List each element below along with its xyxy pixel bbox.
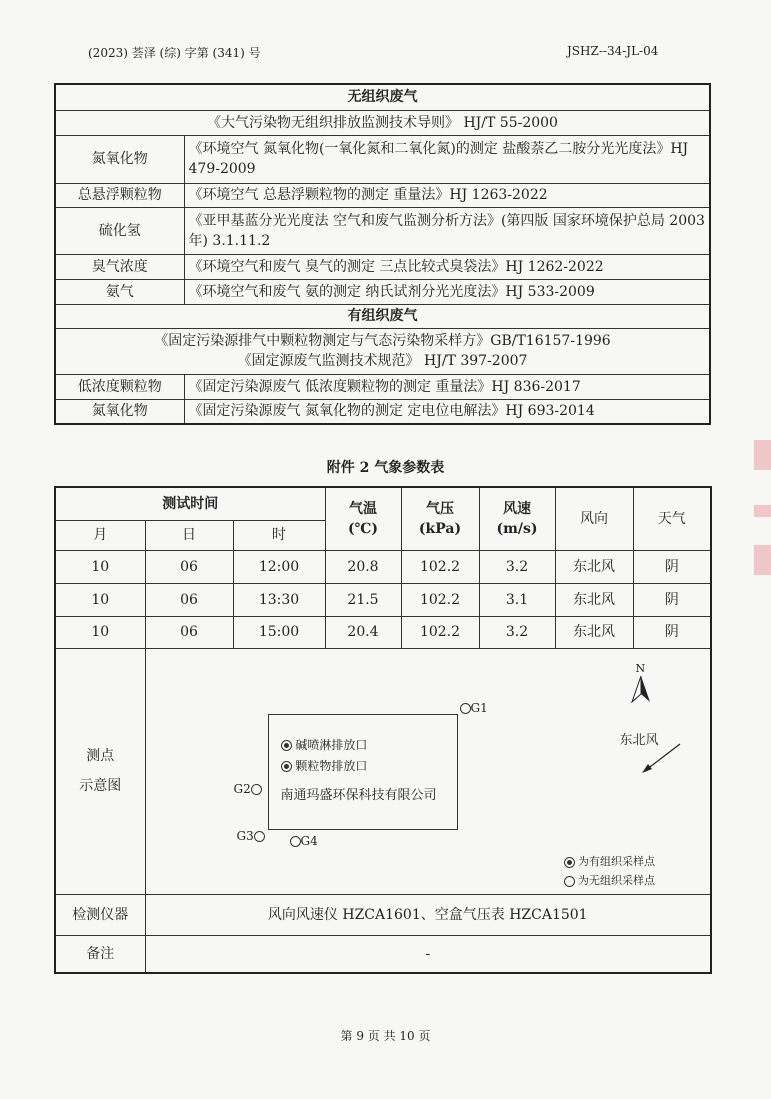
table-row-item: 氮氧化物: [55, 399, 184, 424]
cell-temp: 20.4: [325, 616, 401, 648]
organized-general-standard-1: 《固定污染源排气中颗粒物测定与气态污染物采样方》GB/T16157-1996: [154, 333, 611, 349]
header-pressure: [401, 487, 479, 550]
cell-wind-speed: 3.2: [479, 550, 555, 583]
seal-fragment: [754, 440, 771, 470]
meteorological-table: [54, 486, 712, 974]
cell-wind-direction: 东北风: [555, 550, 633, 583]
table-row-method: 《亚甲基蓝分光光度法 空气和废气监测分析方法》(第四版 国家环境保护总局 2003 年) 3.1.11.2: [184, 207, 710, 254]
cell-pressure: 102.2: [401, 616, 479, 648]
company-name: 南通玛盛环保科技有限公司: [280, 788, 437, 803]
cell-hour: 13:30: [233, 583, 325, 616]
g3-label: G3: [236, 829, 254, 843]
table-row-method: 《环境空气 氮氧化物(一氧化氮和二氧化氮)的测定 盐酸萘乙二胺分光光度法》HJ 479-2009: [184, 135, 710, 183]
outlet-1: [281, 735, 368, 755]
standards-table: [54, 83, 711, 425]
unorganized-general-standard: 《大气污染物无组织排放监测技术导则》 HJ/T 55-2000: [55, 110, 710, 135]
cell-wind-direction: 东北风: [555, 583, 633, 616]
header-temperature: [325, 487, 401, 550]
g1-label: G1: [470, 701, 488, 715]
cell-temp: 21.5: [325, 583, 401, 616]
unorganized-point-icon: [254, 831, 265, 842]
point-g2: [234, 779, 262, 799]
wind-direction-label: 东北风: [619, 733, 659, 748]
header-wind-direction: 风向: [555, 487, 633, 550]
organized-general-standards: [55, 328, 710, 374]
cell-pressure: 102.2: [401, 583, 479, 616]
cell-pressure: 102.2: [401, 550, 479, 583]
g4-label: G4: [300, 834, 318, 848]
cell-hour: 12:00: [233, 550, 325, 583]
header-day: 日: [145, 520, 233, 550]
cell-day: 06: [145, 583, 233, 616]
header-test-time: 测试时间: [55, 487, 325, 520]
organized-point-icon: [564, 857, 575, 868]
cell-weather: 阴: [633, 550, 711, 583]
diagram-label: [55, 648, 145, 894]
outlet-2: [281, 756, 368, 776]
legend-organized: [564, 852, 656, 872]
cell-wind-speed: 3.2: [479, 616, 555, 648]
organized-title: 有组织废气: [55, 304, 710, 328]
table-row-method: 《固定污染源废气 低浓度颗粒物的测定 重量法》HJ 836-2017: [184, 374, 710, 399]
header-month: 月: [55, 520, 145, 550]
legend-unorganized-label: 为无组织采样点: [578, 874, 655, 887]
header-wind-speed-unit: (m/s): [496, 520, 538, 537]
unorganized-point-icon: [290, 836, 301, 847]
cell-day: 06: [145, 550, 233, 583]
met-table-title: 附件 2 气象参数表: [326, 460, 445, 476]
table-row-method: 《固定污染源废气 氮氧化物的测定 定电位电解法》HJ 693-2014: [184, 399, 710, 424]
header-temp-label: 气温: [349, 500, 378, 517]
table-row-item: 总悬浮颗粒物: [55, 183, 184, 207]
header-wind-speed-label: 风速: [503, 500, 532, 517]
outlet-2-label: 颗粒物排放口: [295, 759, 368, 773]
instrument-value: 风向风速仪 HZCA1601、空盒气压表 HZCA1501: [145, 894, 711, 935]
unorganized-point-icon: [460, 703, 471, 714]
organized-point-icon: [281, 761, 292, 772]
instrument-label: 检测仪器: [55, 894, 145, 935]
table-row: [55, 550, 711, 583]
header-temp-unit: (℃): [348, 520, 379, 537]
table-row-method: 《环境空气和废气 臭气的测定 三点比较式臭袋法》HJ 1262-2022: [184, 254, 710, 279]
seal-fragment: [754, 505, 771, 517]
cell-wind-speed: 3.1: [479, 583, 555, 616]
diagram-label-line-1: 测点: [86, 748, 115, 764]
seal-fragment: [754, 545, 771, 575]
table-row-item: 硫化氢: [55, 207, 184, 254]
diagram-label-line-2: 示意图: [79, 778, 122, 794]
header-weather: 天气: [633, 487, 711, 550]
table-row-method: 《环境空气和废气 氨的测定 纳氏试剂分光光度法》HJ 533-2009: [184, 279, 710, 304]
g2-label: G2: [233, 782, 251, 796]
unorganized-point-icon: [564, 876, 575, 887]
organized-point-icon: [281, 740, 292, 751]
cell-month: 10: [55, 583, 145, 616]
unorganized-title: 无组织废气: [55, 84, 710, 110]
cell-weather: 阴: [633, 583, 711, 616]
document-code: JSHZ--34-JL-04: [567, 44, 659, 58]
point-g1: [460, 698, 488, 718]
sampling-diagram: [146, 649, 711, 893]
page-footer: 第 9 页 共 10 页: [340, 1029, 431, 1043]
cell-temp: 20.8: [325, 550, 401, 583]
unorganized-point-icon: [251, 784, 262, 795]
header-pressure-unit: (kPa): [418, 520, 462, 537]
organized-general-standard-2: 《固定源废气监测技术规范》 HJ/T 397-2007: [237, 353, 528, 369]
table-row-item: 低浓度颗粒物: [55, 374, 184, 399]
header-hour: 时: [233, 520, 325, 550]
table-row-item: 氮氧化物: [55, 135, 184, 183]
point-g4: [290, 831, 318, 851]
report-number: (2023) 荟泽 (综) 字第 (341) 号: [88, 46, 261, 60]
header-wind-speed: [479, 487, 555, 550]
wind-arrow-icon: [640, 741, 684, 775]
remark-value: -: [145, 935, 711, 973]
north-arrow-icon: [631, 675, 651, 703]
table-row: [55, 583, 711, 616]
table-row-method: 《环境空气 总悬浮颗粒物的测定 重量法》HJ 1263-2022: [184, 183, 710, 207]
cell-hour: 15:00: [233, 616, 325, 648]
sampling-diagram-cell: [145, 648, 711, 894]
outlet-1-label: 碱喷淋排放口: [295, 738, 368, 752]
north-label: N: [635, 662, 646, 675]
table-row: [55, 616, 711, 648]
table-row-item: 氨气: [55, 279, 184, 304]
cell-month: 10: [55, 550, 145, 583]
cell-day: 06: [145, 616, 233, 648]
legend-organized-label: 为有组织采样点: [578, 855, 655, 868]
cell-month: 10: [55, 616, 145, 648]
cell-wind-direction: 东北风: [555, 616, 633, 648]
remark-label: 备注: [55, 935, 145, 973]
header-pressure-label: 气压: [426, 500, 455, 517]
point-g3: [237, 826, 265, 846]
table-row-item: 臭气浓度: [55, 254, 184, 279]
cell-weather: 阴: [633, 616, 711, 648]
legend-unorganized: [564, 871, 656, 891]
